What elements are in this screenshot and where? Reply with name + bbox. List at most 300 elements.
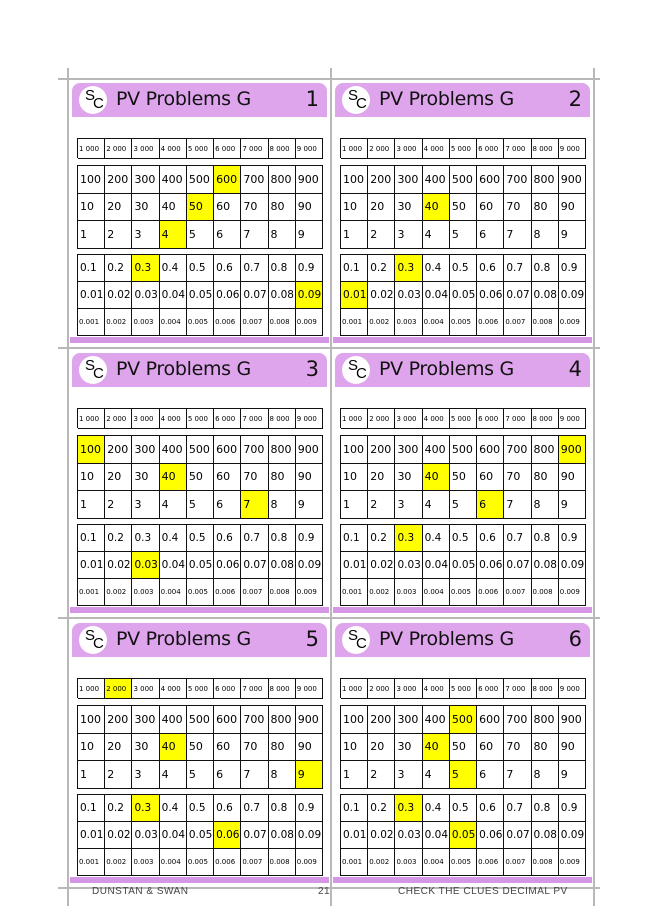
cell-hundredths: 0.09 [296, 282, 323, 309]
cell-ones: 4 [160, 221, 187, 249]
cell-hundreds: 200 [368, 706, 395, 734]
cell-tenths: 0.9 [296, 795, 323, 822]
footer-right: CHECK THE CLUES DECIMAL PV [398, 886, 568, 897]
cell-hundreds: 500 [187, 166, 214, 194]
cell-tens: 90 [296, 734, 323, 762]
cell-tenths: 0.7 [241, 255, 268, 282]
cell-thousandths: 0.002 [368, 849, 395, 876]
cell-tenths: 0.2 [368, 525, 395, 552]
cell-ones: 6 [477, 491, 504, 519]
cell-hundredths: 0.03 [132, 822, 159, 849]
cell-thousandths: 0.005 [450, 309, 477, 336]
cell-thousands: 8 000 [269, 139, 296, 159]
cell-thousands: 9 000 [296, 409, 323, 429]
cell-tenths: 0.7 [241, 795, 268, 822]
card-title: PV Problems G [379, 358, 514, 380]
cell-thousands: 9 000 [559, 679, 586, 699]
pv-card [70, 621, 329, 883]
whole-number-grid [340, 705, 586, 789]
cell-ones: 9 [296, 491, 323, 519]
cell-hundreds: 700 [504, 436, 531, 464]
cell-ones: 5 [187, 221, 214, 249]
cell-thousands: 2 000 [105, 679, 132, 699]
cell-thousandths: 0.002 [368, 309, 395, 336]
cell-tenths: 0.5 [450, 255, 477, 282]
cell-tens: 30 [132, 464, 159, 492]
cell-thousandths: 0.005 [187, 849, 214, 876]
cell-tenths: 0.5 [187, 255, 214, 282]
cell-hundredths: 0.08 [269, 822, 296, 849]
thousands-grid [340, 408, 586, 428]
cell-thousands: 3 000 [132, 139, 159, 159]
card-header [72, 353, 327, 387]
cell-thousandths: 0.003 [132, 849, 159, 876]
cell-thousands: 2 000 [105, 409, 132, 429]
cell-tenths: 0.1 [78, 795, 105, 822]
cell-hundredths: 0.06 [477, 822, 504, 849]
cell-hundreds: 700 [504, 706, 531, 734]
thousands-grid [340, 678, 586, 698]
cell-tenths: 0.6 [214, 255, 241, 282]
cell-hundreds: 200 [368, 436, 395, 464]
cell-thousands: 9 000 [559, 409, 586, 429]
cell-ones: 1 [78, 491, 105, 519]
cell-tenths: 0.9 [559, 255, 586, 282]
cell-ones: 2 [368, 221, 395, 249]
cell-hundreds: 400 [423, 166, 450, 194]
cell-thousandths: 0.008 [532, 849, 559, 876]
cell-tens: 40 [423, 464, 450, 492]
cell-hundreds: 400 [423, 706, 450, 734]
thousands-grid [77, 408, 323, 428]
cell-tenths: 0.7 [504, 795, 531, 822]
cell-thousandths: 0.002 [368, 579, 395, 606]
cell-tenths: 0.5 [187, 795, 214, 822]
cell-tenths: 0.8 [269, 525, 296, 552]
cell-tenths: 0.2 [105, 795, 132, 822]
cell-thousands: 2 000 [368, 679, 395, 699]
cut-line-left [67, 68, 69, 906]
sc-logo [79, 356, 107, 384]
cell-hundreds: 400 [160, 706, 187, 734]
cell-ones: 8 [269, 221, 296, 249]
cell-tenths: 0.8 [532, 795, 559, 822]
cell-hundredths: 0.09 [559, 552, 586, 579]
cell-tens: 90 [296, 464, 323, 492]
cell-hundredths: 0.05 [187, 552, 214, 579]
logo-letter-c: C [93, 635, 104, 652]
cell-thousands: 2 000 [105, 139, 132, 159]
cell-tenths: 0.8 [532, 525, 559, 552]
cell-thousandths: 0.001 [78, 849, 105, 876]
pv-card [70, 351, 329, 613]
cell-hundreds: 100 [341, 166, 368, 194]
cell-tenths: 0.5 [450, 795, 477, 822]
cell-tenths: 0.4 [160, 525, 187, 552]
cell-tens: 40 [160, 734, 187, 762]
cell-tens: 80 [532, 194, 559, 222]
cell-ones: 6 [214, 761, 241, 789]
cell-hundreds: 400 [160, 436, 187, 464]
whole-number-grid [77, 705, 323, 789]
cell-hundreds: 300 [395, 166, 422, 194]
cell-hundreds: 100 [78, 166, 105, 194]
cell-thousands: 5 000 [450, 409, 477, 429]
cell-thousands: 1 000 [78, 409, 105, 429]
cell-thousandths: 0.007 [504, 579, 531, 606]
cell-thousandths: 0.006 [477, 309, 504, 336]
cell-tenths: 0.2 [105, 255, 132, 282]
card-number: 3 [305, 357, 319, 381]
cell-tens: 70 [241, 464, 268, 492]
cell-hundreds: 100 [78, 436, 105, 464]
cell-tenths: 0.3 [132, 525, 159, 552]
card-title: PV Problems G [116, 88, 251, 110]
cell-ones: 6 [477, 761, 504, 789]
cell-ones: 5 [187, 491, 214, 519]
cell-hundreds: 500 [450, 436, 477, 464]
cell-thousandths: 0.004 [423, 849, 450, 876]
cell-thousandths: 0.007 [241, 309, 268, 336]
cell-ones: 8 [269, 491, 296, 519]
cell-hundredths: 0.02 [105, 552, 132, 579]
cell-ones: 2 [368, 761, 395, 789]
cell-ones: 1 [341, 761, 368, 789]
cell-thousands: 5 000 [450, 679, 477, 699]
cell-tenths: 0.2 [368, 255, 395, 282]
cell-hundredths: 0.02 [368, 282, 395, 309]
cell-hundredths: 0.06 [214, 282, 241, 309]
cell-tenths: 0.9 [296, 255, 323, 282]
cell-ones: 5 [450, 761, 477, 789]
cell-ones: 5 [450, 221, 477, 249]
cell-hundreds: 800 [532, 436, 559, 464]
thousands-grid [77, 678, 323, 698]
cell-hundredths: 0.06 [477, 282, 504, 309]
cell-tens: 40 [160, 194, 187, 222]
cell-hundreds: 900 [559, 706, 586, 734]
cell-hundreds: 500 [450, 166, 477, 194]
cell-tenths: 0.6 [477, 795, 504, 822]
cell-thousandths: 0.007 [504, 309, 531, 336]
cell-tens: 10 [341, 734, 368, 762]
cell-tens: 10 [341, 464, 368, 492]
cell-hundredths: 0.09 [296, 822, 323, 849]
cell-tens: 80 [269, 734, 296, 762]
cell-hundreds: 300 [395, 436, 422, 464]
cell-tens: 30 [395, 464, 422, 492]
cell-ones: 6 [214, 221, 241, 249]
cell-tenths: 0.7 [504, 255, 531, 282]
cell-ones: 9 [559, 491, 586, 519]
cell-tens: 90 [559, 734, 586, 762]
cell-hundredths: 0.09 [296, 552, 323, 579]
cell-hundredths: 0.04 [160, 282, 187, 309]
cell-hundredths: 0.08 [532, 552, 559, 579]
cell-hundreds: 100 [78, 706, 105, 734]
cell-tens: 70 [241, 734, 268, 762]
cell-thousands: 1 000 [341, 409, 368, 429]
cell-thousandths: 0.006 [477, 579, 504, 606]
cell-hundredths: 0.07 [504, 552, 531, 579]
cell-thousands: 7 000 [241, 679, 268, 699]
logo-letter-s: S [85, 87, 96, 104]
cell-hundredths: 0.07 [504, 822, 531, 849]
card-header [72, 83, 327, 117]
cell-thousandths: 0.006 [477, 849, 504, 876]
cell-ones: 4 [423, 491, 450, 519]
cell-hundreds: 100 [341, 436, 368, 464]
cell-thousandths: 0.005 [187, 309, 214, 336]
cell-tenths: 0.9 [559, 525, 586, 552]
logo-letter-c: C [356, 365, 367, 382]
cell-ones: 7 [504, 761, 531, 789]
cell-ones: 8 [269, 761, 296, 789]
cell-hundreds: 200 [105, 166, 132, 194]
cell-tens: 40 [160, 464, 187, 492]
cell-tenths: 0.4 [160, 255, 187, 282]
cell-ones: 1 [78, 221, 105, 249]
cell-thousandths: 0.003 [132, 309, 159, 336]
cell-tens: 30 [132, 194, 159, 222]
cell-thousands: 3 000 [395, 679, 422, 699]
cell-ones: 3 [132, 761, 159, 789]
cell-hundredths: 0.01 [78, 552, 105, 579]
cell-hundredths: 0.08 [532, 282, 559, 309]
card-number: 5 [305, 627, 319, 651]
cell-thousands: 8 000 [532, 139, 559, 159]
cell-thousandths: 0.004 [160, 309, 187, 336]
cell-hundredths: 0.05 [187, 282, 214, 309]
whole-number-grid [340, 435, 586, 519]
cell-hundreds: 600 [477, 706, 504, 734]
cell-thousandths: 0.009 [296, 309, 323, 336]
cell-ones: 9 [559, 761, 586, 789]
cell-tens: 50 [450, 464, 477, 492]
cell-tenths: 0.3 [395, 525, 422, 552]
cell-hundreds: 700 [504, 166, 531, 194]
cell-ones: 8 [532, 491, 559, 519]
cell-tens: 10 [78, 734, 105, 762]
decimal-grid [340, 524, 586, 606]
cell-thousandths: 0.008 [532, 579, 559, 606]
cell-tens: 90 [559, 194, 586, 222]
cell-thousands: 1 000 [78, 679, 105, 699]
cell-thousands: 7 000 [241, 139, 268, 159]
cell-hundreds: 800 [269, 706, 296, 734]
cell-hundreds: 100 [341, 706, 368, 734]
cell-hundredths: 0.03 [395, 552, 422, 579]
cell-thousandths: 0.009 [559, 849, 586, 876]
cell-thousandths: 0.001 [78, 309, 105, 336]
footer-left: DUNSTAN & SWAN [92, 886, 189, 897]
cell-tenths: 0.3 [132, 795, 159, 822]
cell-ones: 7 [241, 491, 268, 519]
cell-tenths: 0.9 [559, 795, 586, 822]
cell-hundredths: 0.02 [368, 552, 395, 579]
cell-thousands: 4 000 [160, 679, 187, 699]
cell-tens: 20 [105, 194, 132, 222]
cell-ones: 3 [395, 491, 422, 519]
cut-line-middle [330, 68, 332, 906]
cell-hundreds: 900 [559, 436, 586, 464]
cut-line-row1 [58, 347, 600, 349]
cell-hundredths: 0.06 [477, 552, 504, 579]
cell-ones: 9 [559, 221, 586, 249]
cell-hundreds: 900 [296, 166, 323, 194]
card-title: PV Problems G [116, 358, 251, 380]
cell-thousandths: 0.006 [214, 309, 241, 336]
logo-letter-s: S [85, 357, 96, 374]
cell-tenths: 0.1 [78, 525, 105, 552]
card-header [335, 83, 590, 117]
cell-thousands: 6 000 [477, 409, 504, 429]
pv-card [333, 351, 592, 613]
cell-tens: 60 [477, 194, 504, 222]
cell-thousands: 7 000 [504, 679, 531, 699]
card-number: 6 [568, 627, 582, 651]
cell-tens: 60 [214, 194, 241, 222]
logo-letter-c: C [93, 95, 104, 112]
cell-hundredths: 0.03 [395, 822, 422, 849]
footer-page-number: 21 [318, 886, 331, 897]
cell-ones: 1 [78, 761, 105, 789]
cell-hundreds: 600 [477, 166, 504, 194]
cell-thousandths: 0.008 [269, 579, 296, 606]
cell-tenths: 0.4 [160, 795, 187, 822]
cell-tenths: 0.7 [504, 525, 531, 552]
cell-thousandths: 0.002 [105, 579, 132, 606]
cell-tens: 30 [395, 734, 422, 762]
cell-thousands: 6 000 [477, 679, 504, 699]
decimal-grid [77, 794, 323, 876]
cell-thousandths: 0.003 [132, 579, 159, 606]
cell-hundredths: 0.04 [423, 282, 450, 309]
cell-thousandths: 0.009 [296, 849, 323, 876]
cell-ones: 7 [504, 491, 531, 519]
cell-thousands: 5 000 [450, 139, 477, 159]
cell-ones: 7 [504, 221, 531, 249]
cell-hundredths: 0.04 [160, 822, 187, 849]
cell-hundreds: 800 [269, 166, 296, 194]
cell-tens: 60 [214, 734, 241, 762]
cell-thousands: 7 000 [241, 409, 268, 429]
cell-thousands: 2 000 [368, 409, 395, 429]
cell-ones: 5 [187, 761, 214, 789]
logo-letter-c: C [356, 95, 367, 112]
cell-ones: 2 [105, 761, 132, 789]
cell-ones: 4 [423, 221, 450, 249]
cell-thousands: 9 000 [559, 139, 586, 159]
cell-tens: 50 [187, 194, 214, 222]
cell-thousands: 1 000 [78, 139, 105, 159]
cell-hundreds: 300 [395, 706, 422, 734]
pv-card [333, 81, 592, 343]
cell-hundredths: 0.05 [450, 822, 477, 849]
cell-ones: 7 [241, 761, 268, 789]
cell-tens: 10 [78, 194, 105, 222]
cell-thousands: 4 000 [160, 139, 187, 159]
cell-tenths: 0.7 [241, 525, 268, 552]
cell-hundredths: 0.02 [105, 282, 132, 309]
cell-tens: 80 [269, 464, 296, 492]
cell-thousands: 4 000 [423, 139, 450, 159]
cell-hundredths: 0.05 [450, 282, 477, 309]
cell-tens: 90 [559, 464, 586, 492]
cell-tens: 20 [368, 194, 395, 222]
cell-thousandths: 0.008 [269, 849, 296, 876]
card-title: PV Problems G [379, 88, 514, 110]
cell-thousands: 6 000 [477, 139, 504, 159]
cell-hundredths: 0.01 [341, 552, 368, 579]
cell-tens: 20 [105, 464, 132, 492]
cell-ones: 6 [477, 221, 504, 249]
cell-tens: 70 [504, 194, 531, 222]
cell-hundreds: 200 [105, 706, 132, 734]
cell-thousands: 4 000 [160, 409, 187, 429]
cell-ones: 8 [532, 761, 559, 789]
cell-tens: 20 [105, 734, 132, 762]
cell-tens: 30 [132, 734, 159, 762]
cell-hundredths: 0.06 [214, 552, 241, 579]
cell-hundreds: 400 [423, 436, 450, 464]
cell-hundredths: 0.01 [341, 282, 368, 309]
cell-thousandths: 0.007 [241, 579, 268, 606]
cell-tens: 40 [423, 194, 450, 222]
cell-thousands: 9 000 [296, 679, 323, 699]
cell-thousands: 8 000 [269, 679, 296, 699]
cell-tens: 80 [532, 734, 559, 762]
cell-hundredths: 0.02 [368, 822, 395, 849]
cell-ones: 3 [132, 221, 159, 249]
cell-hundredths: 0.07 [241, 822, 268, 849]
cell-thousands: 9 000 [296, 139, 323, 159]
thousands-grid [340, 138, 586, 158]
sc-logo [342, 356, 370, 384]
cell-tenths: 0.3 [395, 795, 422, 822]
cell-thousandths: 0.006 [214, 849, 241, 876]
cell-tens: 10 [78, 464, 105, 492]
cell-hundreds: 700 [241, 166, 268, 194]
cell-hundreds: 700 [241, 706, 268, 734]
cell-thousands: 1 000 [341, 139, 368, 159]
cell-tenths: 0.6 [477, 255, 504, 282]
cell-thousands: 8 000 [532, 679, 559, 699]
cell-thousandths: 0.009 [559, 309, 586, 336]
cell-tens: 70 [504, 734, 531, 762]
cell-hundreds: 900 [296, 436, 323, 464]
cell-tens: 10 [341, 194, 368, 222]
cell-tens: 50 [450, 194, 477, 222]
cell-hundreds: 900 [559, 166, 586, 194]
cell-hundredths: 0.07 [504, 282, 531, 309]
cell-tens: 80 [269, 194, 296, 222]
cell-hundredths: 0.07 [241, 282, 268, 309]
cell-thousandths: 0.004 [423, 309, 450, 336]
logo-letter-s: S [85, 627, 96, 644]
cell-hundredths: 0.01 [78, 282, 105, 309]
cell-thousandths: 0.001 [341, 579, 368, 606]
cell-hundreds: 300 [132, 166, 159, 194]
cell-tens: 60 [477, 464, 504, 492]
cell-tens: 70 [504, 464, 531, 492]
cell-tens: 60 [214, 464, 241, 492]
cell-thousandths: 0.004 [160, 849, 187, 876]
cell-tenths: 0.6 [477, 525, 504, 552]
cell-ones: 9 [296, 221, 323, 249]
cell-thousandths: 0.002 [105, 849, 132, 876]
cell-hundredths: 0.06 [214, 822, 241, 849]
